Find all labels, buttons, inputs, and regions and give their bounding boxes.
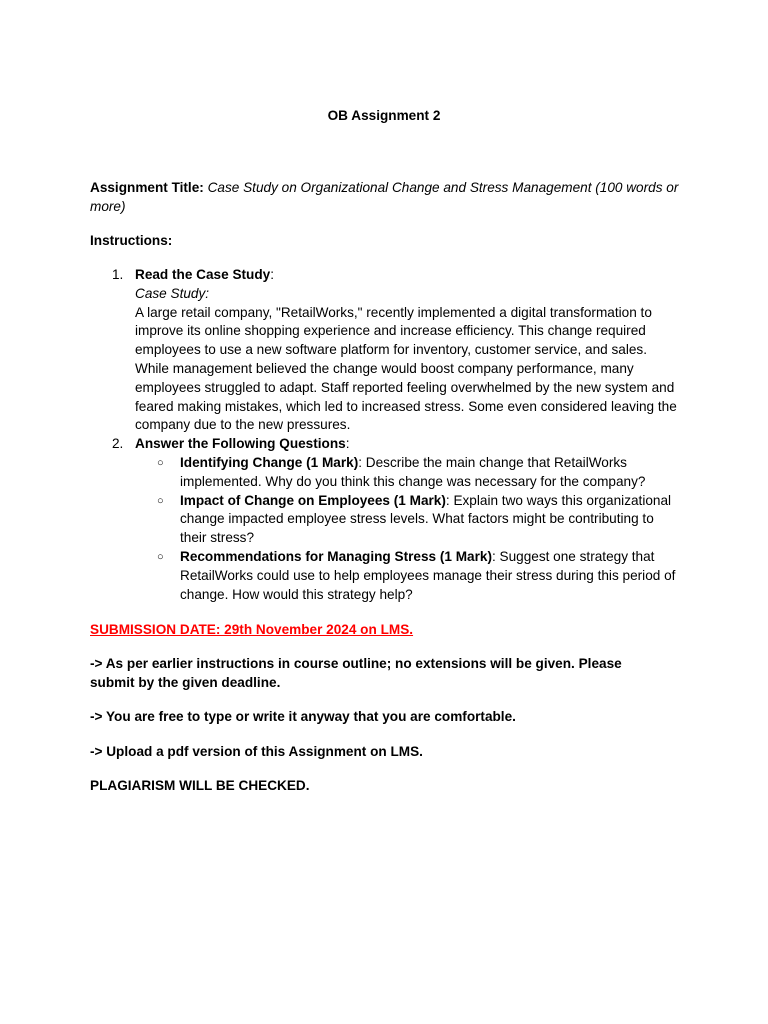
question-heading: Identifying Change (1 Mark)	[180, 454, 359, 470]
step-heading-suffix: :	[270, 267, 275, 282]
question-item	[135, 548, 682, 604]
note-extensions: -> As per earlier instructions in course outline; no extensions will be given. Please submit by the given deadline.	[90, 656, 622, 690]
step-heading-suffix: :	[345, 436, 350, 452]
question-item	[135, 454, 682, 492]
step-read-case-study	[90, 266, 682, 435]
hollow-circle-bullet-icon: ○	[157, 456, 164, 469]
question-text: : Describe the main change that RetailWorks implemented. Why do you think this change was necessary for the company?	[180, 454, 646, 489]
hollow-circle-bullet-icon: ○	[157, 494, 164, 507]
instructions-heading: Instructions:	[90, 233, 173, 248]
step-heading-line	[135, 435, 682, 454]
question-text: : Explain two ways this organizational change impacted employee stress levels. What factors might be contributing to their stress?	[180, 492, 672, 546]
assignment-title	[90, 179, 682, 217]
question-list	[135, 454, 682, 604]
step-heading: Read the Case Study	[135, 267, 271, 282]
note-plagiarism: PLAGIARISM WILL BE CHECKED.	[90, 778, 310, 793]
step-number: 2.	[112, 436, 124, 452]
submission-date: SUBMISSION DATE: 29th November 2024 on LMS.	[90, 622, 414, 637]
step-heading: Answer the Following Questions	[135, 436, 346, 452]
note-upload: -> Upload a pdf version of this Assignment on LMS.	[90, 744, 423, 759]
assignment-title-label: Assignment Title:	[90, 180, 204, 195]
case-study-body: A large retail company, "RetailWorks," recently implemented a digital transformation to improve its online shopping experience and increase efficiency. This change required employees to use a new software platform for inventory, customer service, and sales. While management believed the change would boost company performance, many employees struggled to adapt. Staff reported feeling overwhelmed by the new system and feared making mistakes, which led to increased stress. Some even considered leaving the company due to the new pressures.	[135, 304, 677, 433]
question-heading: Impact of Change on Employees (1 Mark)	[180, 492, 446, 508]
assignment-title-value: Case Study on Organizational Change and Stress Management (100 words or more)	[90, 180, 679, 214]
document-page	[90, 0, 682, 1024]
note-format: -> You are free to type or write it anyway that you are comfortable.	[90, 709, 516, 724]
question-item	[135, 492, 682, 548]
instruction-steps	[90, 266, 682, 604]
step-answer-questions	[90, 435, 682, 604]
document-title: OB Assignment 2	[327, 108, 441, 123]
hollow-circle-bullet-icon: ○	[157, 550, 164, 563]
case-study-label: Case Study:	[135, 285, 210, 301]
step-number: 1.	[112, 267, 124, 282]
question-heading: Recommendations for Managing Stress (1 Mark)	[180, 548, 492, 564]
question-text: : Suggest one strategy that RetailWorks could use to help employees manage their stress during this period of change. How would this strategy help?	[180, 548, 676, 602]
step-heading-line	[135, 266, 682, 285]
